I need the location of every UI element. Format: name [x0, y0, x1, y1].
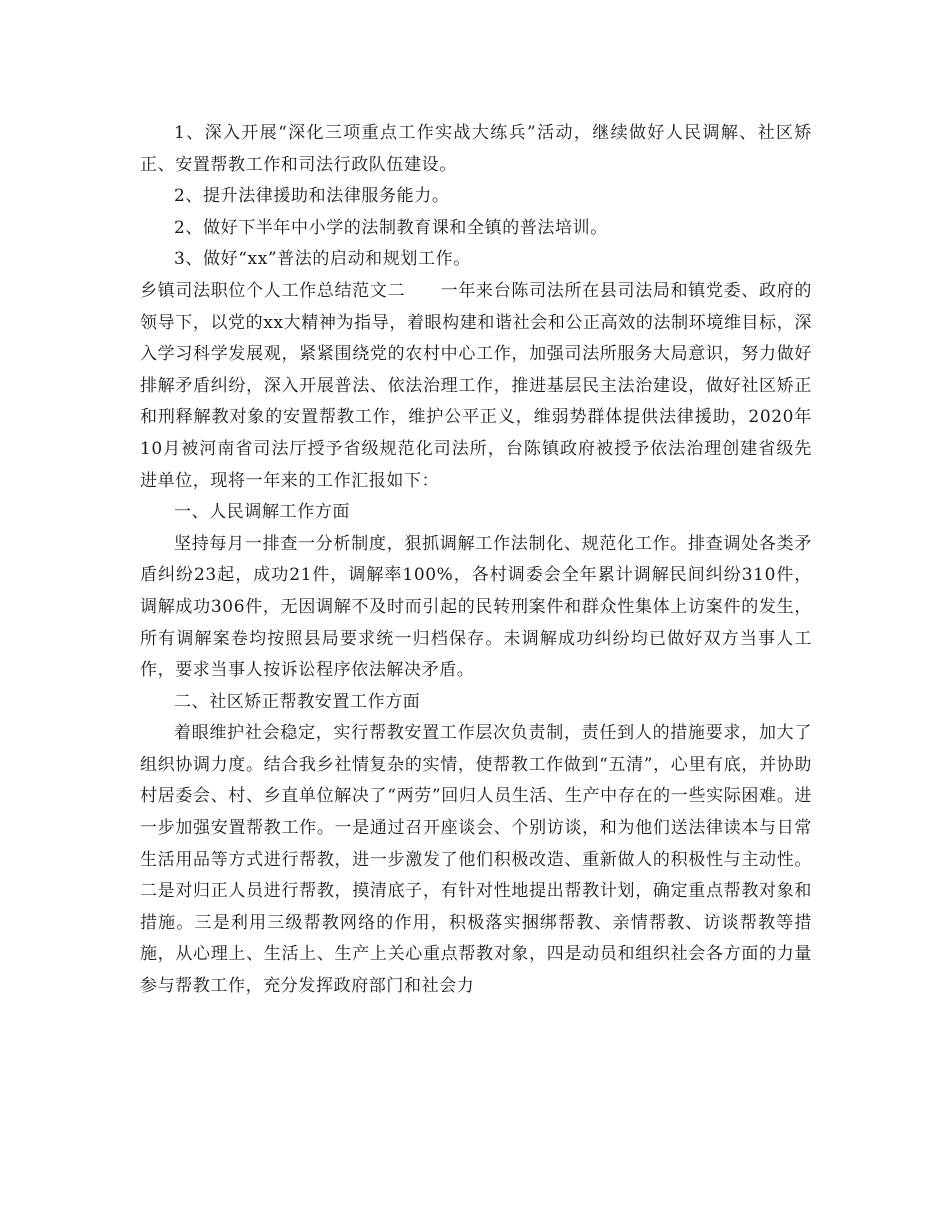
- paragraph-item-2: 2、提升法律援助和法律服务能力。: [174, 186, 450, 207]
- section-heading-correction: 二、社区矫正帮教安置工作方面: [174, 691, 421, 712]
- paragraph-item-4: 3、做好“xx”普法的启动和规划工作。: [174, 249, 471, 270]
- paragraph-item-1: 1、深入开展“深化三项重点工作实战大练兵”活动，继续做好人民调解、社区矫正、安置帮教工作和司法行政队伍建设。: [140, 123, 812, 175]
- paragraph-item-3: 2、做好下半年中小学的法制教育课和全镇的普法培训。: [174, 217, 608, 238]
- paragraph-intro: 乡镇司法职位个人工作总结范文二 一年来台陈司法所在县司法局和镇党委、政府的领导下，以党的xx大精神为指导，着眼构建和谐社会和公正高效的法制环境维目标，深入学习科学发展观，紧紧围绕党的农村中心工作，加强司法所服务大局意识，努力做好排解矛盾纠纷，深入开展普法、依法治理工作，推进基层民主法治建设，做好社区矫正和刑释解教对象的安置帮教工作，维护公平正义，维弱势群体提供法律援助，2020年10月被河南省司法厅授予省级规范化司法所，台陈镇政府被授予依法治理创建省级先进单位，现将一年来的工作汇报如下：: [140, 280, 812, 491]
- document-body: [140, 118, 812, 1003]
- paragraph-correction: 着眼维护社会稳定，实行帮教安置工作层次负责制，责任到人的措施要求，加大了组织协调力度。结合我乡社情复杂的实情，使帮教工作做到“五清”，心里有底，并协助村居委会、村、乡直单位解决了“两劳”回归人员生活、生产中存在的一些实际困难。进一步加强安置帮教工作。一是通过召开座谈会、个别访谈，和为他们送法律读本与日常生活用品等方式进行帮教，进一步激发了他们积极改造、重新做人的积极性与主动性。二是对归正人员进行帮教，摸清底子，有针对性地提出帮教计划，确定重点帮教对象和措施。三是利用三级帮教网络的作用，积极落实捆绑帮教、亲情帮教、访谈帮教等措施，从心理上、生活上、生产上关心重点帮教对象，四是动员和组织社会各方面的力量参与帮教工作，充分发挥政府部门和社会力: [140, 723, 812, 997]
- section-heading-mediation: 一、人民调解工作方面: [174, 502, 350, 523]
- paragraph-mediation: 坚持每月一排查一分析制度，狠抓调解工作法制化、规范化工作。排查调处各类矛盾纠纷23起，成功21件，调解率100%，各村调委会全年累计调解民间纠纷310件，调解成功306件，无因调解不及时而引起的民转刑案件和群众性集体上访案件的发生，所有调解案卷均按照县局要求统一归档保存。未调解成功纠纷均已做好双方当事人工作，要求当事人按诉讼程序依法解决矛盾。: [140, 533, 812, 681]
